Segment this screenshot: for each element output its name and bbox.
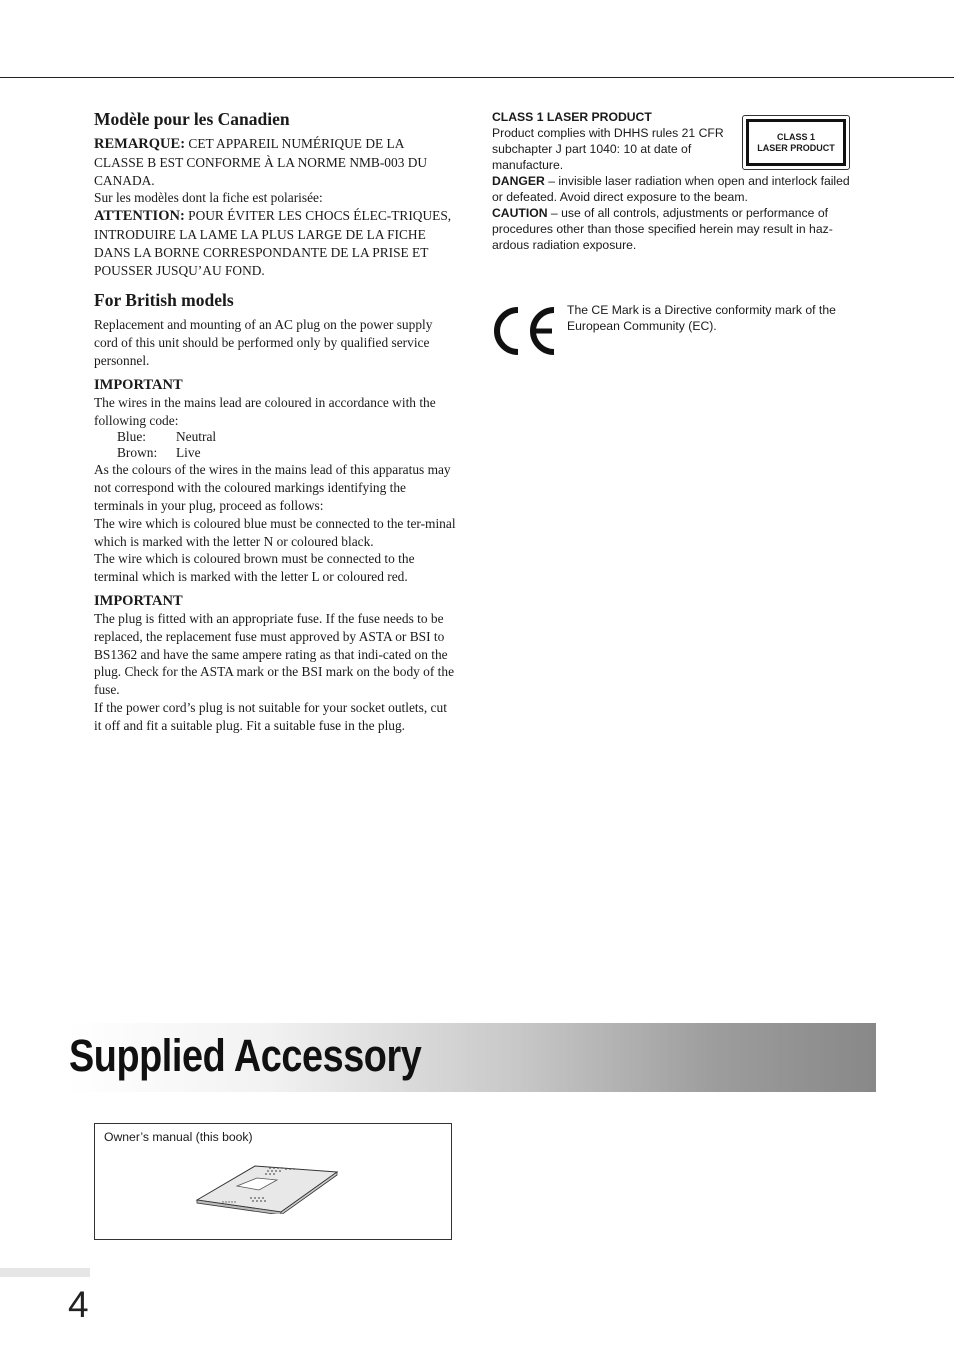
wire-color: Brown: [117, 445, 158, 461]
page-number-bar [0, 1268, 90, 1277]
attention-text: POUR ÉVITER LES CHOCS ÉLEC-TRIQUES, INTRODUIRE LA LAME LA PLUS LARGE DE LA FICHE DANS LA BORNE CORRESPONDANTE DE LA PRISE ET POUSSER JUSQU’AU FOND. [94, 208, 452, 278]
blue-wire-paragraph: The wire which is coloured blue must be connected to the ter-minal which is marked with the letter N or coloured black. [94, 515, 456, 549]
important-text-1: The wires in the mains lead are coloured in accordance with the following code: [94, 394, 436, 428]
caution-paragraph [492, 205, 852, 253]
danger-lead: DANGER [492, 174, 545, 188]
attention-lead: ATTENTION: [94, 208, 185, 225]
british-heading: For British models [94, 290, 234, 311]
brown-wire-paragraph: The wire which is coloured brown must be connected to the terminal which is marked with the letter L or coloured red. [94, 551, 415, 585]
laser-label-line1: CLASS 1 [776, 131, 815, 142]
british-intro: Replacement and mounting of an AC plug on the power supply cord of this unit should be performed only by qualified service personnel. [94, 317, 433, 368]
danger-text: – invisible laser radiation when open and interlock failed or defeated. Avoid direct exposure to the beam. [492, 174, 850, 204]
laser-heading: CLASS 1 LASER PRODUCT [492, 110, 652, 124]
canadian-heading: Modèle pour les Canadien [94, 109, 290, 129]
laser-complies: Product complies with DHHS rules 21 CFR subchapter J part 1040: 10 at date of manufacture. [492, 126, 724, 172]
important-text-2: The plug is fitted with an appropriate fuse. If the fuse needs to be replaced, the replacement fuse must approved by ASTA or BSI to BS1362 and have the same ampere rating as that indi-cated on the plug. Check for the ASTA mark or the BSI mark on the body of the fuse. [94, 610, 455, 698]
laser-class-label-inner [746, 119, 846, 166]
manual-book-icon [195, 1160, 340, 1214]
left-column [94, 108, 456, 735]
ce-mark-icon [492, 306, 558, 356]
important-heading-1: IMPORTANT [94, 376, 183, 393]
remarque-lead: REMARQUE: [94, 136, 186, 152]
important-heading-2: IMPORTANT [94, 592, 183, 609]
right-column [492, 109, 852, 253]
wire-role: Neutral [176, 429, 217, 445]
caution-text: – use of all controls, adjustments or performance of procedures other than those specified herein may result in haz-ardous radiation exposure. [492, 206, 833, 252]
wire-code-list [117, 429, 456, 461]
section-title: Supplied Accessory [69, 1030, 422, 1081]
polarized-text: Sur les modèles dont la fiche est polarisée: [94, 190, 323, 206]
wire-role: Live [176, 445, 201, 461]
laser-class-label [742, 115, 850, 170]
caution-lead: CAUTION [492, 206, 548, 220]
page-number: 4 [68, 1284, 89, 1325]
colours-paragraph: As the colours of the wires in the mains lead of this apparatus may not correspond with the coloured markings identifying the terminals in your plug, proceed as follows: [94, 462, 451, 513]
accessory-box [94, 1123, 452, 1240]
wire-row-blue [117, 429, 456, 445]
wire-row-brown [117, 445, 456, 461]
ce-description: The CE Mark is a Directive conformity mark of the European Community (EC). [567, 303, 836, 333]
header-rule [0, 77, 954, 78]
important-text-2b: If the power cord’s plug is not suitable for your socket outlets, cut it off and fit a suitable plug. Fit a suitable fuse in the plug. [94, 699, 447, 733]
wire-color: Blue: [117, 429, 147, 445]
section-banner [66, 1023, 876, 1092]
danger-paragraph [492, 173, 852, 205]
remarque-text: CET APPAREIL NUMÉRIQUE DE LA CLASSE B EST CONFORME À LA NORME NMB-003 DU CANADA. [94, 136, 428, 188]
accessory-label: Owner’s manual (this book) [104, 1130, 253, 1144]
remarque-paragraph [94, 135, 456, 189]
laser-label-line2: LASER PRODUCT [757, 142, 835, 153]
attention-paragraph [94, 207, 456, 279]
